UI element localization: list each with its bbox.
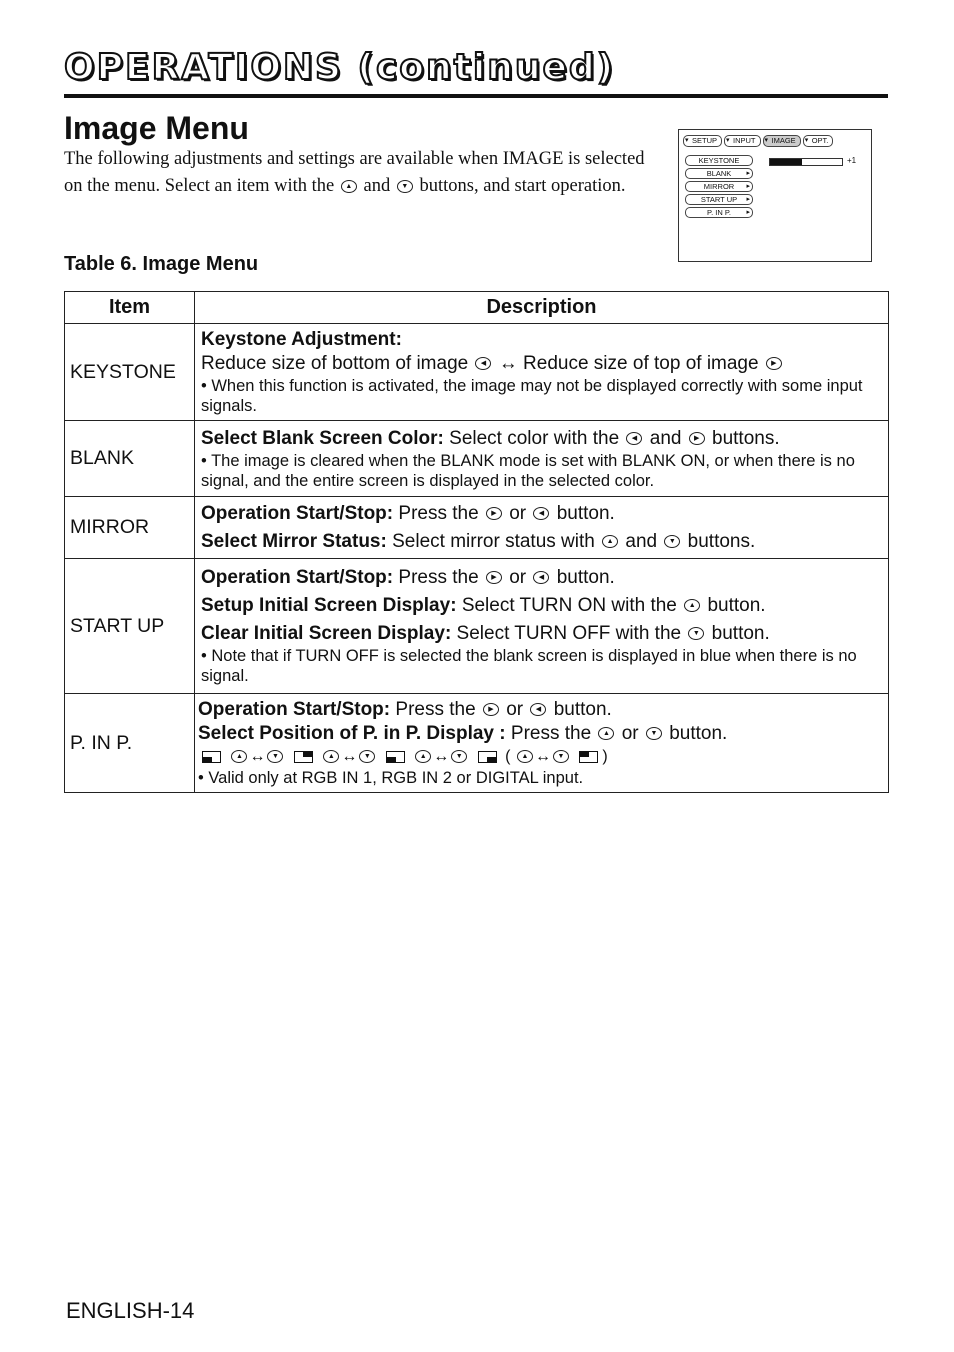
startup-start-title: Operation Start/Stop:: [201, 567, 394, 588]
up-button-icon: ▲: [517, 750, 533, 763]
osd-tab-opt: ▾ OPT.: [803, 135, 834, 147]
blank-title: Select Blank Screen Color:: [201, 427, 444, 449]
pinp-start-title: Operation Start/Stop:: [198, 699, 391, 720]
down-button-icon: ▼: [397, 180, 413, 193]
table-row: [65, 694, 889, 793]
header-title: OPERATIONS (continued): [64, 47, 616, 88]
left-button-icon: ◀: [533, 507, 549, 520]
page-header: [64, 44, 888, 98]
pinp-pos-b: button.: [669, 723, 728, 744]
startup-clear-b: button.: [711, 623, 770, 644]
keystone-note: • When this function is activated, the image may not be displayed correctly with some input signals.: [201, 377, 863, 415]
startup-setup-b: button.: [707, 595, 766, 616]
down-button-icon: ▼: [664, 535, 680, 548]
table-header-row: [65, 292, 889, 324]
image-menu-table: [64, 291, 889, 793]
table-row: [65, 497, 889, 559]
paren-close: ): [602, 748, 608, 765]
keystone-title: Keystone Adjustment:: [201, 329, 402, 350]
up-button-icon: ▲: [341, 180, 357, 193]
down-button-icon: ▼: [451, 750, 467, 763]
pinp-start-a: Press the: [395, 699, 476, 720]
osd-tab-setup: ▾ SETUP: [683, 135, 722, 147]
blank-and: and: [649, 427, 682, 449]
table-caption: Table 6. Image Menu: [64, 253, 259, 275]
left-button-icon: ◀: [533, 571, 549, 584]
left-button-icon: ◀: [530, 703, 546, 716]
osd-item-keystone: KEYSTONE: [685, 155, 753, 166]
up-button-icon: ▲: [684, 599, 700, 612]
up-button-icon: ▲: [323, 750, 339, 763]
header-description: Description: [195, 292, 889, 324]
osd-tab-image: ▾ IMAGE: [763, 135, 801, 147]
desc-blank: [195, 421, 889, 497]
right-button-icon: ▶: [483, 703, 499, 716]
osd-tab-input: ▾ INPUT: [724, 135, 761, 147]
item-blank: BLANK: [65, 421, 195, 497]
keystone-line1b: ↔ Reduce size of top of image: [498, 353, 759, 374]
startup-note: • Note that if TURN OFF is selected the blank screen is displayed in blue when there is no signal.: [201, 647, 857, 685]
osd-item-pinp: P. IN P. ▸: [685, 207, 753, 218]
up-button-icon: ▲: [598, 727, 614, 740]
blank-note: • The image is cleared when the BLANK mode is set with BLANK ON, or when there is no signal, and the entire screen is displayed in the selected color.: [201, 451, 855, 490]
mirror-start-title: Operation Start/Stop:: [201, 502, 394, 524]
left-button-icon: ◀: [626, 432, 642, 445]
intro-paragraph: [64, 146, 654, 200]
pinp-or: or: [506, 699, 524, 720]
mirror-or: or: [509, 502, 527, 524]
mirror-and: and: [625, 530, 658, 552]
startup-clear-a: Select TURN OFF with the: [456, 623, 682, 644]
osd-items: [685, 155, 753, 220]
table-row: [65, 559, 889, 694]
up-button-icon: ▲: [602, 535, 618, 548]
desc-pinp: [195, 694, 889, 793]
right-button-icon: ▶: [486, 507, 502, 520]
mirror-start-a: Press the: [398, 502, 479, 524]
blank-text-b: buttons.: [712, 427, 780, 449]
pip-bottom-left-icon: [386, 751, 405, 763]
osd-level-fill: [770, 159, 802, 165]
left-button-icon: ◀: [475, 357, 491, 370]
osd-item-startup: START UP ▸: [685, 194, 753, 205]
pinp-note: • Valid only at RGB IN 1, RGB IN 2 or DIGITAL input.: [198, 769, 584, 787]
pip-top-right-icon: [294, 751, 313, 763]
startup-clear-title: Clear Initial Screen Display:: [201, 623, 452, 644]
right-button-icon: ▶: [766, 357, 782, 370]
intro-and: and: [363, 176, 391, 196]
startup-or: or: [509, 567, 527, 588]
desc-mirror: [195, 497, 889, 559]
blank-text-a: Select color with the: [449, 427, 620, 449]
item-mirror: MIRROR: [65, 497, 195, 559]
paren-open: (: [505, 748, 511, 765]
item-pinp: P. IN P.: [65, 694, 195, 793]
startup-setup-a: Select TURN ON with the: [461, 595, 677, 616]
up-button-icon: ▲: [231, 750, 247, 763]
osd-value: +1: [847, 156, 857, 165]
mirror-status-b: buttons.: [687, 530, 756, 552]
osd-level-bar: [769, 158, 843, 166]
desc-startup: [195, 559, 889, 694]
startup-start-b: button.: [556, 567, 615, 588]
pinp-position-cycle: ▲ ↔ ▼ ▲ ↔ ▼ ▲ ↔ ▼ ( ▲ ↔ ▼ ): [198, 746, 882, 768]
down-button-icon: ▼: [267, 750, 283, 763]
pinp-pos-or: or: [621, 723, 639, 744]
mirror-status-a: Select mirror status with: [392, 530, 595, 552]
item-startup: START UP: [65, 559, 195, 694]
pip-bottom-left-icon: [202, 751, 221, 763]
osd-tabs: [683, 135, 833, 147]
up-button-icon: ▲: [415, 750, 431, 763]
down-button-icon: ▼: [646, 727, 662, 740]
header-item: Item: [65, 292, 195, 324]
right-button-icon: ▶: [689, 432, 705, 445]
keystone-line1a: Reduce size of bottom of image: [201, 353, 469, 374]
down-button-icon: ▼: [553, 750, 569, 763]
osd-item-blank: BLANK ▸: [685, 168, 753, 179]
pinp-pos-a: Press the: [510, 723, 592, 744]
header-rule: [64, 94, 888, 98]
right-button-icon: ▶: [486, 571, 502, 584]
table-row: [65, 421, 889, 497]
intro-text-2: buttons, and start operation.: [419, 176, 626, 196]
intro-text-1: The following adjustments and settings are available when IMAGE is selected on the menu. Select an item with the: [64, 149, 645, 196]
pinp-start-b: button.: [553, 699, 612, 720]
pip-top-left-icon: [579, 751, 598, 763]
item-keystone: KEYSTONE: [65, 324, 195, 421]
osd-item-mirror: MIRROR ▸: [685, 181, 753, 192]
startup-setup-title: Setup Initial Screen Display:: [201, 595, 457, 616]
startup-start-a: Press the: [398, 567, 479, 588]
desc-keystone: [195, 324, 889, 421]
section-title: Image Menu: [64, 110, 249, 146]
mirror-start-b: button.: [556, 502, 615, 524]
down-button-icon: ▼: [688, 627, 704, 640]
pinp-pos-title: Select Position of P. in P. Display :: [198, 723, 506, 744]
table-row: [65, 324, 889, 421]
osd-menu-screen: [678, 129, 872, 262]
page-number: ENGLISH-14: [66, 1298, 195, 1323]
pip-bottom-right-icon: [478, 751, 497, 763]
down-button-icon: ▼: [359, 750, 375, 763]
mirror-status-title: Select Mirror Status:: [201, 530, 387, 552]
